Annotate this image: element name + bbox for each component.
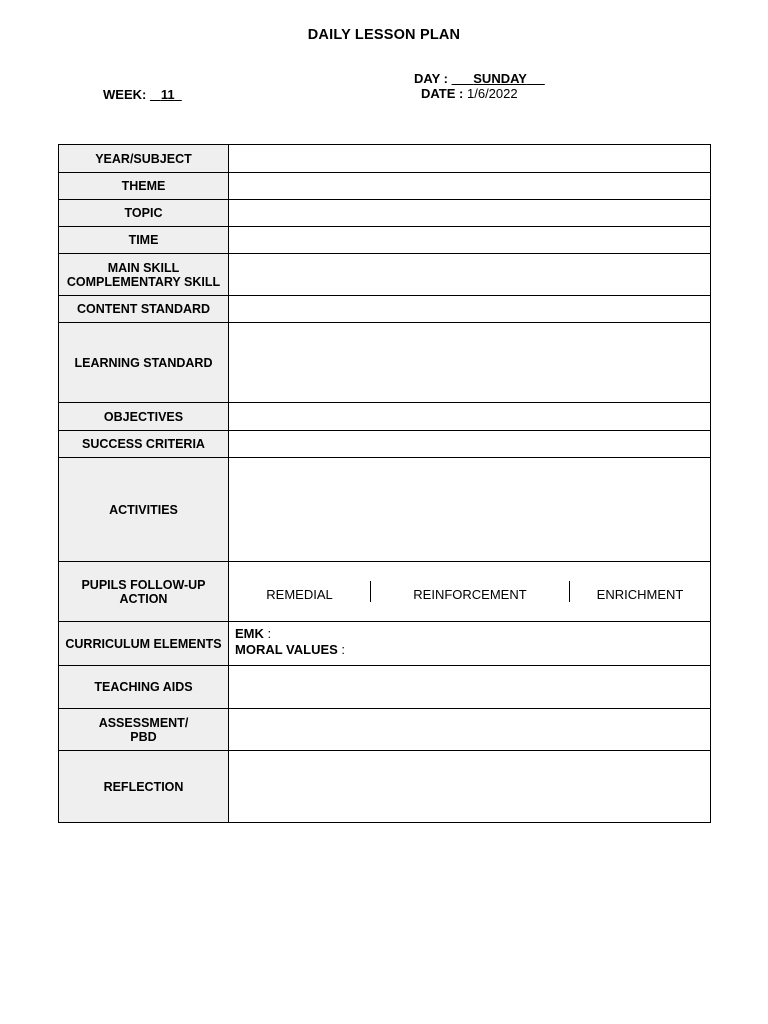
- table-row: [59, 431, 711, 458]
- follow-up-cell: [229, 562, 711, 622]
- theme-cell[interactable]: [229, 173, 711, 200]
- year-subject-cell[interactable]: [229, 145, 711, 173]
- table-row: [59, 323, 711, 403]
- table-row: [59, 227, 711, 254]
- content-standard-label: CONTENT STANDARD: [59, 296, 229, 323]
- year-subject-label: YEAR/SUBJECT: [59, 145, 229, 173]
- table-row: [59, 458, 711, 562]
- table-row: [59, 751, 711, 823]
- page-title: DAILY LESSON PLAN: [307, 27, 461, 43]
- skills-label: [59, 254, 229, 296]
- teaching-aids-cell[interactable]: [229, 666, 711, 709]
- table-row: [59, 145, 711, 173]
- activities-label: ACTIVITIES: [59, 458, 229, 562]
- complementary-skill-label: COMPLEMENTARY SKILL: [66, 274, 221, 289]
- success-criteria-label: SUCCESS CRITERIA: [59, 431, 229, 458]
- emk-label: EMK: [235, 626, 264, 641]
- day-label: DAY :: [414, 71, 448, 86]
- theme-label: THEME: [59, 173, 229, 200]
- reflection-cell[interactable]: [229, 751, 711, 823]
- week-value: 11: [160, 87, 175, 102]
- table-row: [59, 622, 711, 666]
- reinforcement-cell[interactable]: REINFORCEMENT: [371, 581, 570, 602]
- objectives-label: OBJECTIVES: [59, 403, 229, 431]
- skills-cell[interactable]: [229, 254, 711, 296]
- week-label: WEEK:: [103, 87, 147, 102]
- success-criteria-cell[interactable]: [229, 431, 711, 458]
- curriculum-elements-label: CURRICULUM ELEMENTS: [59, 622, 229, 666]
- table-row: [59, 254, 711, 296]
- topic-label: TOPIC: [59, 200, 229, 227]
- table-row: [59, 200, 711, 227]
- main-skill-label: MAIN SKILL: [107, 260, 180, 275]
- time-label: TIME: [59, 227, 229, 254]
- date-value: 1/6/2022: [467, 86, 518, 101]
- table-row: [59, 709, 711, 751]
- date-label: DATE :: [421, 86, 464, 101]
- lesson-plan-table: [58, 144, 711, 823]
- learning-standard-cell[interactable]: [229, 323, 711, 403]
- emk-line: [235, 626, 704, 642]
- objectives-cell[interactable]: [229, 403, 711, 431]
- emk-separator: :: [263, 626, 272, 641]
- remedial-cell[interactable]: REMEDIAL: [266, 587, 333, 602]
- table-row: [59, 562, 711, 622]
- content-standard-cell[interactable]: [229, 296, 711, 323]
- curriculum-elements-cell[interactable]: [229, 622, 711, 666]
- topic-cell[interactable]: [229, 200, 711, 227]
- week-field: [103, 87, 182, 102]
- pupils-follow-up-label-line1: PUPILS FOLLOW-UP: [81, 577, 206, 592]
- pupils-follow-up-label: [59, 562, 229, 622]
- reflection-label: REFLECTION: [59, 751, 229, 823]
- table-row: [59, 296, 711, 323]
- assessment-label-line2: PBD: [130, 729, 157, 744]
- teaching-aids-label: TEACHING AIDS: [59, 666, 229, 709]
- moral-values-line: [235, 642, 704, 658]
- assessment-cell[interactable]: [229, 709, 711, 751]
- day-value: SUNDAY: [473, 71, 527, 86]
- table-row: [59, 173, 711, 200]
- table-row: [59, 403, 711, 431]
- assessment-label-line1: ASSESSMENT/: [98, 715, 189, 730]
- follow-up-subtable: [229, 581, 710, 602]
- moral-values-label: MORAL VALUES: [235, 642, 338, 657]
- activities-cell[interactable]: [229, 458, 711, 562]
- pupils-follow-up-label-line2: ACTION: [119, 591, 168, 606]
- date-field: [421, 86, 518, 101]
- day-field: [414, 71, 545, 86]
- moral-values-separator: :: [337, 642, 346, 657]
- assessment-label: [59, 709, 229, 751]
- enrichment-cell[interactable]: ENRICHMENT: [570, 581, 711, 602]
- time-cell[interactable]: [229, 227, 711, 254]
- table-row: [59, 666, 711, 709]
- learning-standard-label: LEARNING STANDARD: [59, 323, 229, 403]
